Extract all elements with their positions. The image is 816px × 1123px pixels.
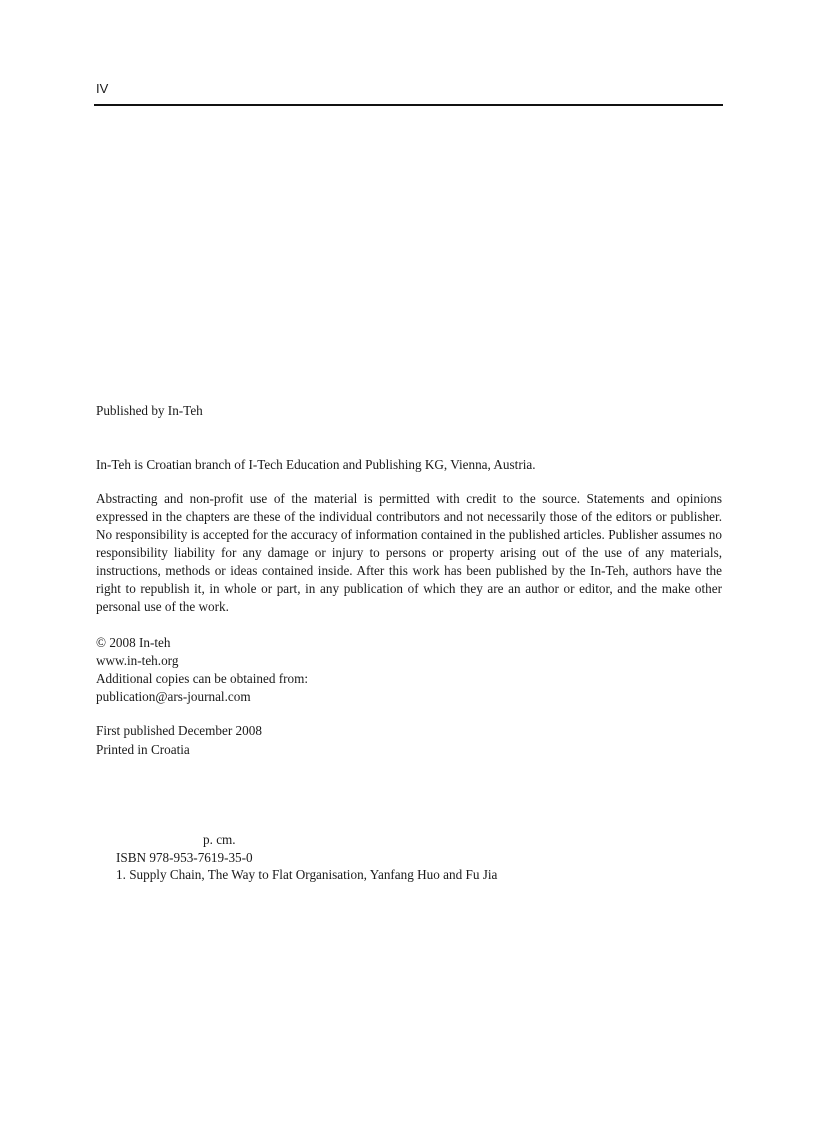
isbn-line: ISBN 978-953-7619-35-0 (116, 850, 253, 865)
copyright-line: © 2008 In-teh (96, 635, 171, 650)
subject-line: 1. Supply Chain, The Way to Flat Organisation, Yanfang Huo and Fu Jia (116, 867, 498, 882)
pages-cm-line: p. cm. (203, 832, 236, 847)
published-by: Published by In-Teh (96, 403, 203, 418)
website-link[interactable]: www.in-teh.org (96, 653, 179, 668)
page-number: IV (96, 81, 109, 96)
first-published: First published December 2008 (96, 723, 262, 738)
header-rule (94, 104, 723, 106)
printed-in: Printed in Croatia (96, 742, 190, 757)
branch-note: In-Teh is Croatian branch of I-Tech Education and Publishing KG, Vienna, Austria. (96, 457, 536, 472)
disclaimer-paragraph: Abstracting and non-profit use of the material is permitted with credit to the source. Statements and opinions expressed in the chapters are these of the individual contributors and not necessarily those of the editors or publisher. No responsibility is accepted for the accuracy of information contained in the published articles. Publisher assumes no responsibility liability for any damage or injury to persons or property arising out of the use of any materials, instructions, methods or ideas contained inside. After this work has been published by the In-Teh, authors have the right to republish it, in whole or part, in any publication of which they are an author or editor, and the make other personal use of the work. (96, 491, 722, 614)
email-link[interactable]: publication@ars-journal.com (96, 689, 251, 704)
copies-note: Additional copies can be obtained from: (96, 671, 309, 686)
